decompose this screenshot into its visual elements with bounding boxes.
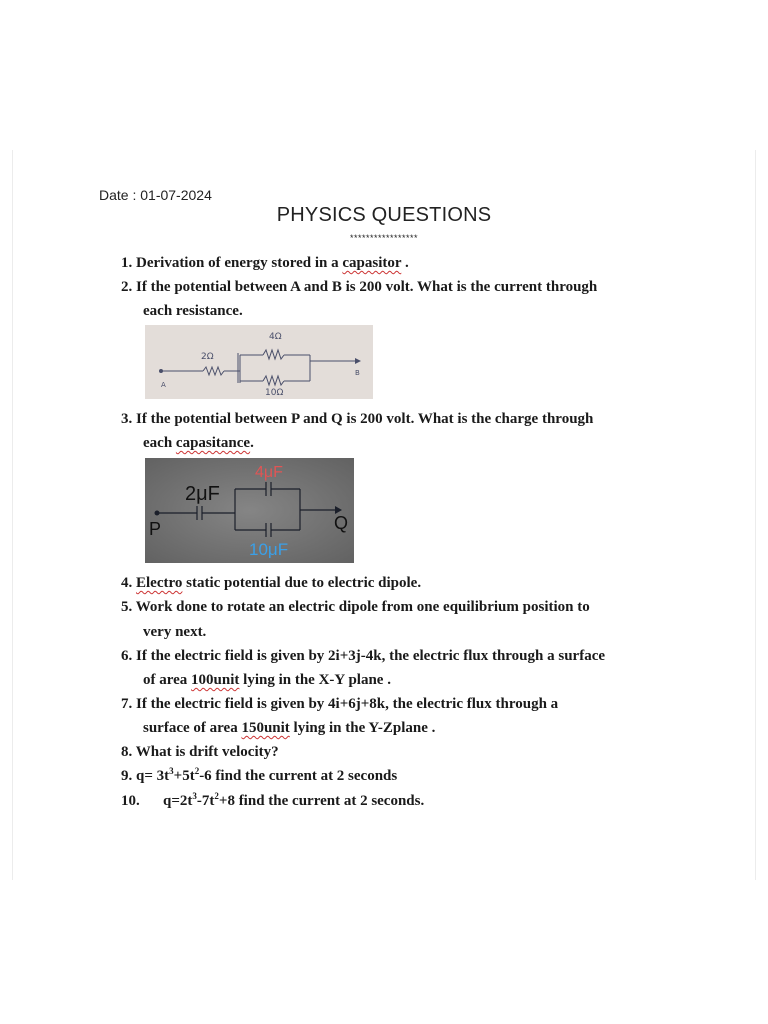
misspelled-word: capasitance	[175, 435, 251, 451]
misspelled-word: capasitor	[342, 255, 402, 271]
exponent: 2	[194, 766, 200, 776]
question-9	[121, 764, 397, 788]
title-divider: *****************	[349, 233, 419, 243]
text-part: +5t	[173, 768, 195, 784]
question-text: What is drift velocity?	[135, 744, 279, 760]
question-number: 8.	[121, 744, 133, 760]
question-10	[121, 789, 424, 813]
text-part: +8 find the current at 2 seconds.	[218, 793, 425, 809]
text-part: q= 3t	[136, 768, 170, 784]
terminal-b-label: B	[355, 369, 360, 377]
text-part: lying in the Y-Zplane .	[289, 720, 436, 736]
date-label: Date : 01-07-2024	[99, 187, 212, 203]
question-3	[121, 407, 593, 431]
question-2	[121, 275, 597, 299]
exponent: 2	[214, 791, 219, 801]
question-6-line-2	[143, 668, 391, 692]
question-text-line-1: If the potential between P and Q is 200 volt. What is the charge through	[136, 411, 594, 427]
question-7-line-2	[143, 716, 435, 740]
text-part: surface of area	[143, 720, 242, 736]
question-text	[136, 255, 409, 271]
question-8	[121, 740, 279, 764]
text-part: static potential due to electric dipole.	[182, 575, 422, 591]
question-number: 1.	[121, 255, 133, 271]
misspelled-word: 100unit	[191, 672, 240, 688]
question-number: 3.	[121, 411, 133, 427]
text-part: .	[401, 255, 409, 271]
question-text	[136, 768, 397, 784]
question-text-line-1: If the potential between A and B is 200 volt. What is the current through	[136, 279, 598, 295]
resistor-2-ohm-label: 2Ω	[201, 352, 214, 362]
capacitor-circuit-photo	[145, 458, 354, 563]
question-text-line-1: If the electric field is given by 2i+3j-4k, the electric flux through a surface	[136, 648, 606, 664]
question-5-line-2: very next.	[143, 624, 207, 640]
resistor-circuit-photo	[145, 325, 373, 399]
misspelled-word: Electro	[136, 575, 183, 591]
exponent: 3	[169, 766, 174, 776]
terminal-a-label: A	[161, 381, 166, 389]
question-3-line-2	[143, 431, 254, 455]
terminal-b-arrow	[355, 358, 361, 364]
question-number: 9.	[121, 768, 133, 784]
terminal-q-label: Q	[334, 513, 349, 533]
question-text-line-1: If the electric field is given by 4i+6j+8k, the electric flux through a	[136, 696, 559, 712]
misspelled-word: 150unit	[241, 720, 290, 736]
capacitor-2uf-label: 2μF	[185, 483, 220, 505]
question-number: 6.	[121, 648, 133, 664]
capacitor-circuit-drawing	[145, 458, 354, 563]
question-6	[121, 644, 605, 668]
terminal-p-label: P	[149, 519, 162, 539]
question-text-line-1: Work done to rotate an electric dipole from one equilibrium position to	[135, 599, 590, 615]
question-number: 7.	[121, 696, 133, 712]
text-part: each	[143, 435, 176, 451]
question-number: 10.	[121, 793, 140, 809]
text-part: q=2t	[163, 793, 193, 809]
question-7	[121, 692, 558, 716]
text-part: -6 find the current at 2 seconds	[199, 768, 398, 784]
resistor-4-ohm-label: 4Ω	[269, 332, 282, 342]
question-2-line-2: each resistance.	[143, 303, 243, 319]
terminal-p-dot	[155, 511, 160, 516]
question-number: 2.	[121, 279, 133, 295]
question-number: 4.	[121, 575, 133, 591]
page-title: PHYSICS QUESTIONS	[276, 204, 492, 226]
question-number: 5.	[121, 599, 133, 615]
text-part: Derivation of energy stored in a	[136, 255, 343, 271]
question-1	[121, 251, 409, 275]
resistor-circuit-drawing	[145, 325, 373, 399]
capacitor-10uf-label: 10μF	[249, 540, 289, 559]
question-4	[121, 571, 421, 595]
text-part: lying in the X-Y plane .	[239, 672, 391, 688]
text-part: .	[250, 435, 254, 451]
page-border-left	[12, 150, 13, 880]
exponent: 3	[192, 791, 197, 801]
resistor-10-ohm-label: 10Ω	[265, 388, 284, 398]
question-text	[136, 575, 421, 591]
text-part: of area	[143, 672, 192, 688]
text-part: -7t	[196, 793, 215, 809]
question-5	[121, 595, 590, 619]
terminal-a-dot	[159, 369, 163, 373]
question-text	[163, 793, 424, 809]
page-border-right	[755, 150, 756, 880]
capacitor-4uf-label: 4μF	[255, 464, 283, 481]
